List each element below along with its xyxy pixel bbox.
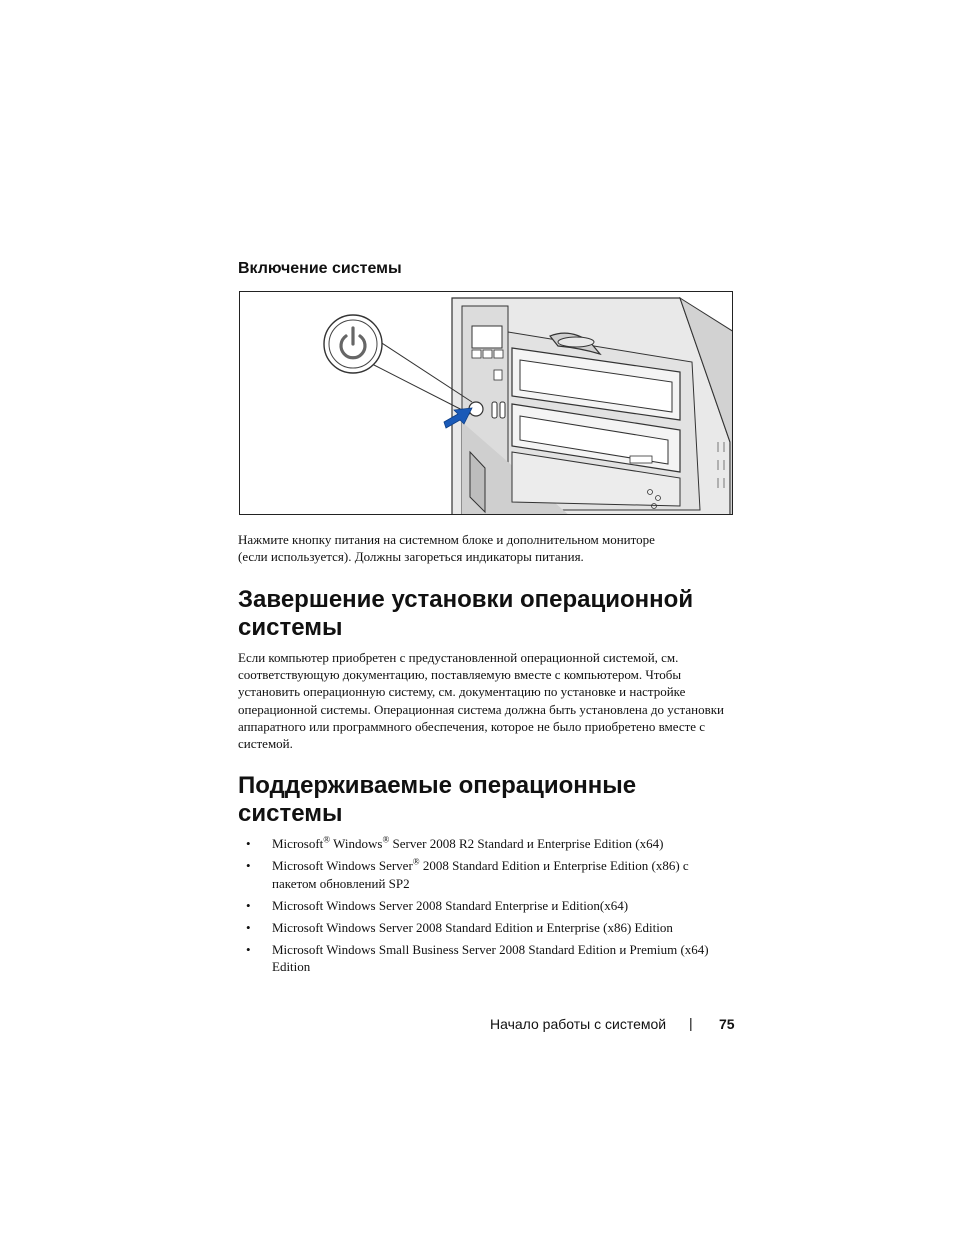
section-heading-supported-os bbox=[238, 772, 758, 828]
paragraph-line: установить операционную систему, см. документацию по установке и настройке bbox=[238, 684, 686, 700]
section-heading-power-on: Включение системы bbox=[238, 260, 402, 277]
bullet: • bbox=[246, 836, 251, 851]
footer-chapter-title: Начало работы с системой bbox=[490, 1016, 667, 1032]
caption-line: Нажмите кнопку питания на системном блоке и дополнительном мониторе bbox=[238, 532, 655, 547]
list-item: • Microsoft Windows Server 2008 Standard Edition и Enterprise (x86) Edition bbox=[246, 919, 673, 935]
figure-caption bbox=[238, 531, 738, 565]
bullet: • bbox=[246, 941, 251, 957]
server-front-illustration bbox=[239, 291, 733, 515]
paragraph-line: Если компьютер приобретен с предустановленной операционной системой, см. bbox=[238, 650, 679, 665]
heading-line: системы bbox=[238, 614, 343, 641]
caption-line: (если используется). Должны загореться индикаторы питания. bbox=[238, 549, 584, 564]
list-item: • Microsoft Windows Server® 2008 Standard Edition и Enterprise Edition (x86) с пакетом обновлений SP2 bbox=[246, 856, 689, 891]
page-number: 75 bbox=[719, 1016, 735, 1032]
paragraph-line: операционной системы. Операционная система должна быть установлена до установки bbox=[238, 701, 725, 717]
list-item: • Microsoft® Windows® Server 2008 R2 Standard и Enterprise Edition (x64) bbox=[246, 834, 664, 851]
registered-mark: ® bbox=[382, 834, 390, 845]
paragraph-line: соответствующую документацию, поставляемую вместе с компьютером. Чтобы bbox=[238, 667, 682, 683]
supported-os-list bbox=[246, 835, 736, 980]
bullet: • bbox=[246, 858, 251, 873]
paragraph-line: системой. bbox=[238, 736, 293, 752]
section-heading-os-setup bbox=[238, 586, 758, 642]
heading-line: Поддерживаемые операционные bbox=[238, 772, 637, 799]
heading-line: системы bbox=[238, 800, 343, 827]
list-item: • Microsoft Windows Server 2008 Standard Enterprise и Edition(x64) bbox=[246, 897, 629, 913]
paragraph-line: аппаратного или программного обеспечения, которое не было приобретено вместе с bbox=[238, 718, 706, 734]
bullet: • bbox=[246, 919, 251, 935]
os-setup-paragraph bbox=[238, 649, 738, 752]
registered-mark: ® bbox=[412, 856, 420, 867]
list-item: • Microsoft Windows Small Business Server 2008 Standard Edition и Premium (x64) Edition bbox=[246, 941, 709, 974]
registered-mark: ® bbox=[323, 834, 331, 845]
heading-line: Завершение установки операционной bbox=[238, 586, 694, 613]
bullet: • bbox=[246, 897, 251, 913]
footer-separator: | bbox=[689, 1015, 693, 1031]
